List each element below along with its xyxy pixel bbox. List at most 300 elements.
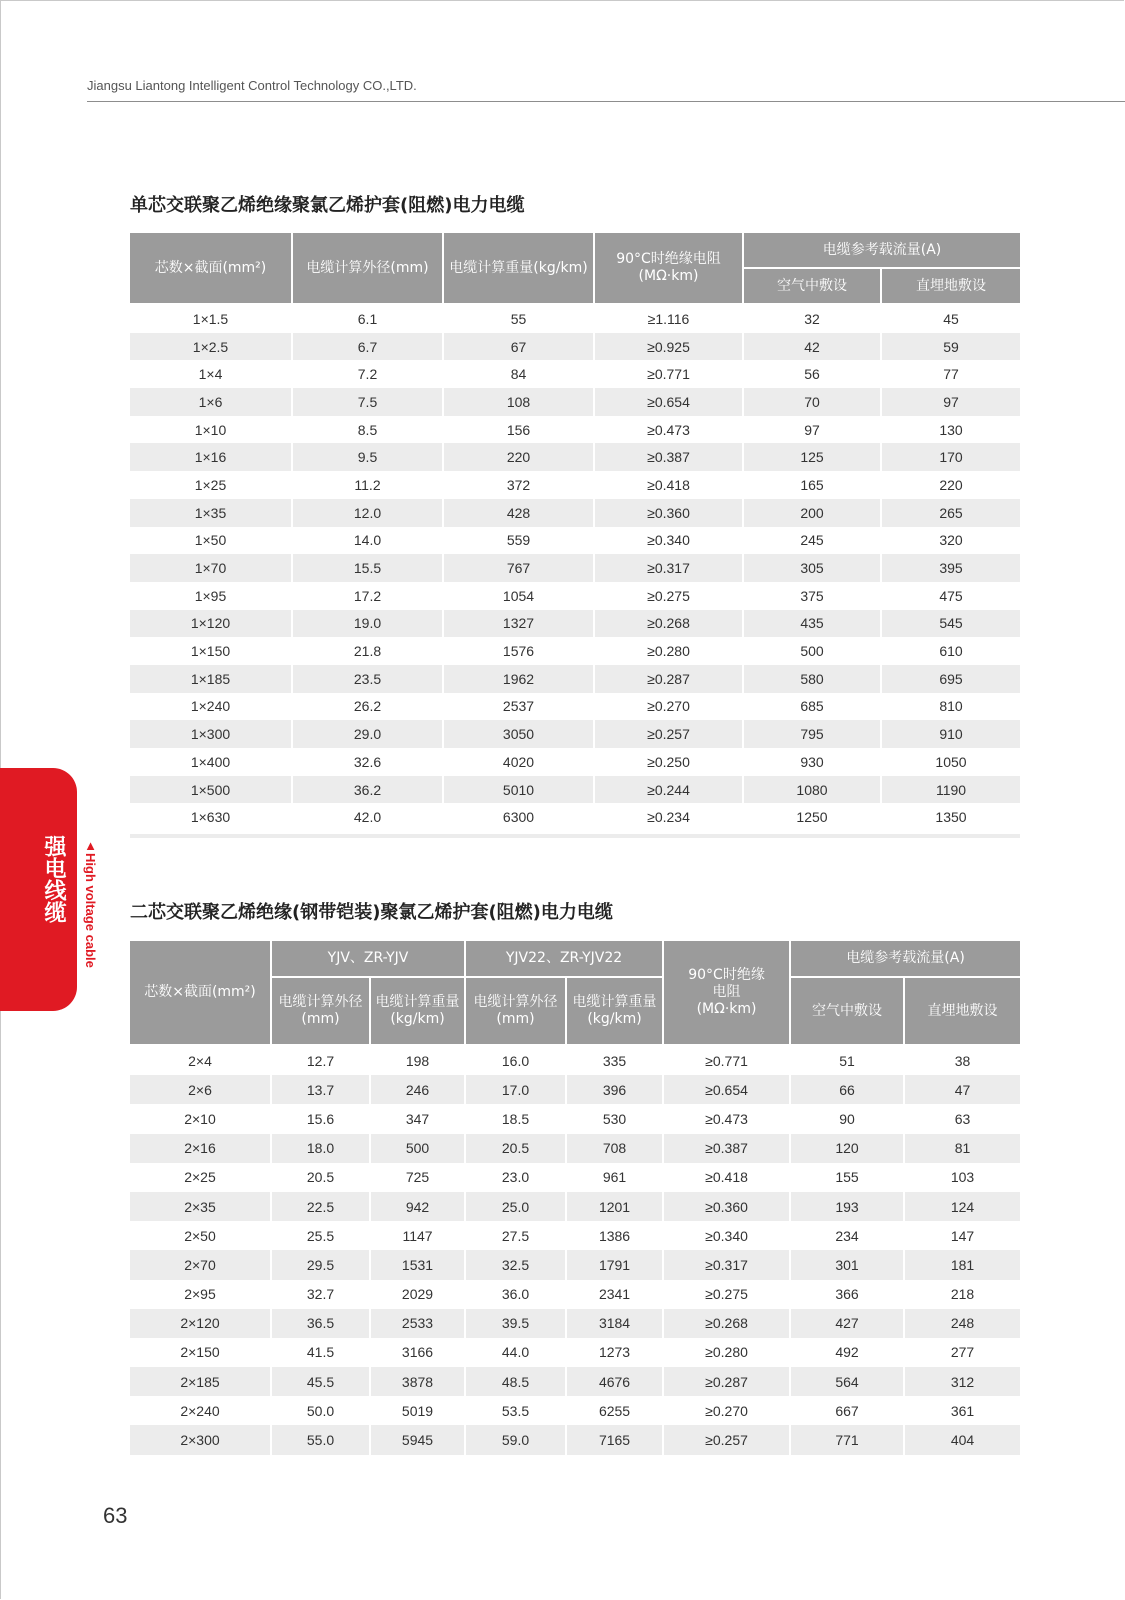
table-cell: 220 xyxy=(444,443,595,471)
table-cell: 1×185 xyxy=(130,665,293,693)
table-cell: 1×70 xyxy=(130,554,293,582)
table-cell: ≥0.654 xyxy=(595,388,744,416)
table-row xyxy=(130,1425,1020,1454)
table-row xyxy=(130,1075,1020,1104)
table-cell: 42.0 xyxy=(293,803,444,831)
table-row xyxy=(130,1134,1020,1163)
table-cell: ≥0.360 xyxy=(664,1192,791,1221)
table-cell: 347 xyxy=(371,1104,466,1133)
header-yjv-diameter xyxy=(272,978,371,1046)
header-in-air: 空气中敷设 xyxy=(744,269,882,305)
table-cell: 2×95 xyxy=(130,1280,272,1309)
table-cell: 23.0 xyxy=(466,1163,567,1192)
table-row xyxy=(130,693,1020,721)
table-row xyxy=(130,305,1020,333)
table-cell: 97 xyxy=(882,388,1020,416)
table-cell: ≥0.340 xyxy=(664,1221,791,1250)
table-cell: 59 xyxy=(882,333,1020,361)
table-cell: ≥0.268 xyxy=(664,1309,791,1338)
table-row xyxy=(130,499,1020,527)
table-cell: 2029 xyxy=(371,1280,466,1309)
table-cell: 1×16 xyxy=(130,443,293,471)
header-core-section: 芯数×截面(mm²) xyxy=(130,233,293,305)
table-cell: ≥0.234 xyxy=(595,803,744,831)
table-cell: 193 xyxy=(791,1192,905,1221)
table-cell: 246 xyxy=(371,1075,466,1104)
table-cell: 4676 xyxy=(567,1367,664,1396)
table-cell: 1080 xyxy=(744,776,882,804)
table-cell: 1×300 xyxy=(130,720,293,748)
table-cell: 305 xyxy=(744,554,882,582)
table-cell: 248 xyxy=(905,1309,1020,1338)
table-cell: 155 xyxy=(791,1163,905,1192)
table-cell: ≥0.418 xyxy=(664,1163,791,1192)
table-cell: 7.5 xyxy=(293,388,444,416)
table-row xyxy=(130,527,1020,555)
table-cell: 25.0 xyxy=(466,1192,567,1221)
header-weight: 电缆计算重量(kg/km) xyxy=(444,233,595,305)
table-cell: 198 xyxy=(371,1046,466,1075)
table-cell: 2341 xyxy=(567,1280,664,1309)
table-cell: 11.2 xyxy=(293,471,444,499)
table-cell: ≥0.473 xyxy=(595,416,744,444)
table-cell: 170 xyxy=(882,443,1020,471)
table-cell: 771 xyxy=(791,1425,905,1454)
table-cell: 90 xyxy=(791,1104,905,1133)
table-cell: 930 xyxy=(744,748,882,776)
table-cell: 265 xyxy=(882,499,1020,527)
table-cell: 200 xyxy=(744,499,882,527)
table-row xyxy=(130,388,1020,416)
table-row xyxy=(130,776,1020,804)
table-cell: ≥0.317 xyxy=(595,554,744,582)
table-row xyxy=(130,1221,1020,1250)
table-cell: ≥0.340 xyxy=(595,527,744,555)
table-row xyxy=(130,1250,1020,1279)
diameter-label: 电缆计算外径 xyxy=(278,994,363,1010)
table-cell: ≥0.418 xyxy=(595,471,744,499)
table-cell: 220 xyxy=(882,471,1020,499)
table-cell: 475 xyxy=(882,582,1020,610)
table-cell: 39.5 xyxy=(466,1309,567,1338)
header-in-air: 空气中敷设 xyxy=(791,978,905,1046)
table-cell: 53.5 xyxy=(466,1396,567,1425)
table-cell: 492 xyxy=(791,1338,905,1367)
table-cell: ≥0.287 xyxy=(664,1367,791,1396)
header-resistance-line2: (MΩ·km) xyxy=(638,268,699,284)
table-cell: 2×10 xyxy=(130,1104,272,1133)
header-buried: 直埋地敷设 xyxy=(905,978,1020,1046)
table-cell: 70 xyxy=(744,388,882,416)
table-row xyxy=(130,1396,1020,1425)
table-cell: ≥0.360 xyxy=(595,499,744,527)
table-cell: 1386 xyxy=(567,1221,664,1250)
table-row xyxy=(130,665,1020,693)
table-cell: 103 xyxy=(905,1163,1020,1192)
header-resistance-line3: (MΩ·km) xyxy=(696,1001,757,1017)
table-cell: ≥0.257 xyxy=(664,1425,791,1454)
table-cell: ≥0.473 xyxy=(664,1104,791,1133)
table-cell: ≥0.771 xyxy=(595,360,744,388)
table-cell: 435 xyxy=(744,610,882,638)
diameter-unit: (mm) xyxy=(496,1011,535,1027)
header-resistance xyxy=(664,941,791,1046)
table-cell: ≥0.268 xyxy=(595,610,744,638)
table2-body xyxy=(130,1046,1020,1455)
table-cell: 530 xyxy=(567,1104,664,1133)
table-cell: 38 xyxy=(905,1046,1020,1075)
table-row xyxy=(130,1309,1020,1338)
table-cell: 50.0 xyxy=(272,1396,371,1425)
table-cell: ≥0.280 xyxy=(595,637,744,665)
table-cell: ≥0.270 xyxy=(595,693,744,721)
table-cell: 81 xyxy=(905,1134,1020,1163)
table-row xyxy=(130,748,1020,776)
table-cell: 18.5 xyxy=(466,1104,567,1133)
table-row xyxy=(130,1192,1020,1221)
table-cell: 500 xyxy=(371,1134,466,1163)
table-cell: 1×35 xyxy=(130,499,293,527)
table-cell: 130 xyxy=(882,416,1020,444)
header-resistance xyxy=(595,233,744,305)
table-cell: 2×240 xyxy=(130,1396,272,1425)
table-cell: 36.5 xyxy=(272,1309,371,1338)
weight-unit: (kg/km) xyxy=(390,1011,445,1027)
table-cell: 45.5 xyxy=(272,1367,371,1396)
table-cell: 1×120 xyxy=(130,610,293,638)
table-cell: 559 xyxy=(444,527,595,555)
table-cell: 1531 xyxy=(371,1250,466,1279)
table-cell: 2×4 xyxy=(130,1046,272,1075)
table-cell: 320 xyxy=(882,527,1020,555)
table-cell: 165 xyxy=(744,471,882,499)
table-row xyxy=(130,360,1020,388)
table-cell: 84 xyxy=(444,360,595,388)
table-cell: 15.5 xyxy=(293,554,444,582)
table-cell: 2×6 xyxy=(130,1075,272,1104)
table-cell: 685 xyxy=(744,693,882,721)
table-row xyxy=(130,333,1020,361)
table-cell: 32.5 xyxy=(466,1250,567,1279)
table-cell: 27.5 xyxy=(466,1221,567,1250)
weight-unit: (kg/km) xyxy=(587,1011,642,1027)
table-cell: 77 xyxy=(882,360,1020,388)
table-cell: 1273 xyxy=(567,1338,664,1367)
table-cell: 301 xyxy=(791,1250,905,1279)
table-cell: 2×150 xyxy=(130,1338,272,1367)
table-cell: 21.8 xyxy=(293,637,444,665)
table-cell: 47 xyxy=(905,1075,1020,1104)
table-cell: 6.7 xyxy=(293,333,444,361)
table-cell: 404 xyxy=(905,1425,1020,1454)
table-cell: 4020 xyxy=(444,748,595,776)
table-cell: 1×400 xyxy=(130,748,293,776)
table-cell: ≥1.116 xyxy=(595,305,744,333)
table-cell: 1×2.5 xyxy=(130,333,293,361)
table-cell: 7.2 xyxy=(293,360,444,388)
table-cell: 29.5 xyxy=(272,1250,371,1279)
table-row xyxy=(130,554,1020,582)
table-cell: 6255 xyxy=(567,1396,664,1425)
table-cell: 2537 xyxy=(444,693,595,721)
table-cell: 120 xyxy=(791,1134,905,1163)
table-cell: 234 xyxy=(791,1221,905,1250)
table-cell: 32.7 xyxy=(272,1280,371,1309)
table-cell: 1054 xyxy=(444,582,595,610)
table-cell: ≥0.317 xyxy=(664,1250,791,1279)
table-cell: 181 xyxy=(905,1250,1020,1279)
table-cell: 2×70 xyxy=(130,1250,272,1279)
table-cell: 59.0 xyxy=(466,1425,567,1454)
table-cell: 1×95 xyxy=(130,582,293,610)
diameter-label: 电缆计算外径 xyxy=(473,994,558,1010)
table-cell: 55.0 xyxy=(272,1425,371,1454)
table-cell: 1×150 xyxy=(130,637,293,665)
table-cell: 18.0 xyxy=(272,1134,371,1163)
table-cell: 3878 xyxy=(371,1367,466,1396)
table-row xyxy=(130,416,1020,444)
table2-title: 二芯交联聚乙烯绝缘(钢带铠装)聚氯乙烯护套(阻燃)电力电缆 xyxy=(130,902,613,923)
table-cell: 1350 xyxy=(882,803,1020,831)
table-cell: 1×1.5 xyxy=(130,305,293,333)
table-cell: 545 xyxy=(882,610,1020,638)
table-cell: 19.0 xyxy=(293,610,444,638)
header-yjv-weight xyxy=(371,978,466,1046)
table-cell: 8.5 xyxy=(293,416,444,444)
table-cell: 1190 xyxy=(882,776,1020,804)
table-cell: 36.0 xyxy=(466,1280,567,1309)
table-cell: 6.1 xyxy=(293,305,444,333)
table-cell: 67 xyxy=(444,333,595,361)
table-cell: 5010 xyxy=(444,776,595,804)
table-cell: 1201 xyxy=(567,1192,664,1221)
table-cell: 44.0 xyxy=(466,1338,567,1367)
table-cell: ≥0.275 xyxy=(595,582,744,610)
table-cell: 42 xyxy=(744,333,882,361)
table-cell: 97 xyxy=(744,416,882,444)
table-cell: 1×4 xyxy=(130,360,293,388)
table-cell: ≥0.244 xyxy=(595,776,744,804)
table-cell: 564 xyxy=(791,1367,905,1396)
table-cell: 1791 xyxy=(567,1250,664,1279)
table-row xyxy=(130,1280,1020,1309)
table-cell: ≥0.280 xyxy=(664,1338,791,1367)
table-cell: 395 xyxy=(882,554,1020,582)
table-cell: 708 xyxy=(567,1134,664,1163)
table-cell: 2×185 xyxy=(130,1367,272,1396)
diameter-unit: (mm) xyxy=(301,1011,340,1027)
table-cell: ≥0.275 xyxy=(664,1280,791,1309)
table-cell: 51 xyxy=(791,1046,905,1075)
table-cell: 1×630 xyxy=(130,803,293,831)
table-cell: 3050 xyxy=(444,720,595,748)
table-cell: 2×120 xyxy=(130,1309,272,1338)
table-cell: 2533 xyxy=(371,1309,466,1338)
table-cell: 5019 xyxy=(371,1396,466,1425)
side-tab-label-en: ▲High voltage cable xyxy=(83,838,98,968)
table-cell: 32.6 xyxy=(293,748,444,776)
table-cell: 156 xyxy=(444,416,595,444)
table-cell: 22.5 xyxy=(272,1192,371,1221)
table-cell: 580 xyxy=(744,665,882,693)
table-cell: 23.5 xyxy=(293,665,444,693)
table-cell: 3166 xyxy=(371,1338,466,1367)
table-cell: 1050 xyxy=(882,748,1020,776)
table-cell: 56 xyxy=(744,360,882,388)
page-number: 63 xyxy=(103,1503,128,1528)
table-cell: 277 xyxy=(905,1338,1020,1367)
header-resistance-line1: 90°C时绝缘电阻 xyxy=(616,251,721,267)
table-cell: 1576 xyxy=(444,637,595,665)
table-cell: 1250 xyxy=(744,803,882,831)
header-buried: 直埋地敷设 xyxy=(882,269,1020,305)
header-divider xyxy=(87,101,1125,102)
header-group-yjv: YJV、ZR-YJV xyxy=(272,941,466,978)
table-cell: 16.0 xyxy=(466,1046,567,1075)
table-cell: ≥0.654 xyxy=(664,1075,791,1104)
table-row xyxy=(130,720,1020,748)
weight-label: 电缆计算重量 xyxy=(375,994,460,1010)
table-row xyxy=(130,582,1020,610)
table-row xyxy=(130,1163,1020,1192)
table-cell: 20.5 xyxy=(466,1134,567,1163)
table-cell: ≥0.250 xyxy=(595,748,744,776)
table-cell: 20.5 xyxy=(272,1163,371,1192)
weight-label: 电缆计算重量 xyxy=(572,994,657,1010)
table-cell: 45 xyxy=(882,305,1020,333)
header-ampacity: 电缆参考载流量(A) xyxy=(744,233,1020,269)
table-cell: 6300 xyxy=(444,803,595,831)
table-cell: 500 xyxy=(744,637,882,665)
table2-header-gap xyxy=(130,1046,1020,1051)
table-cell: 1×6 xyxy=(130,388,293,416)
table-cell: ≥0.287 xyxy=(595,665,744,693)
table-cell: 14.0 xyxy=(293,527,444,555)
single-core-cable-table xyxy=(130,233,1020,831)
table-cell: 1962 xyxy=(444,665,595,693)
table-row xyxy=(130,443,1020,471)
table-cell: 108 xyxy=(444,388,595,416)
table-cell: 396 xyxy=(567,1075,664,1104)
table-cell: 795 xyxy=(744,720,882,748)
table-cell: 55 xyxy=(444,305,595,333)
table-cell: 942 xyxy=(371,1192,466,1221)
header-diameter: 电缆计算外径(mm) xyxy=(293,233,444,305)
table-cell: 810 xyxy=(882,693,1020,721)
table-cell: 695 xyxy=(882,665,1020,693)
table1-footer-strip xyxy=(130,834,1020,838)
table-cell: 1×50 xyxy=(130,527,293,555)
table-cell: 66 xyxy=(791,1075,905,1104)
table-cell: 335 xyxy=(567,1046,664,1075)
table-cell: 2×16 xyxy=(130,1134,272,1163)
header-yjv22-diameter xyxy=(466,978,567,1046)
header-ampacity: 电缆参考载流量(A) xyxy=(791,941,1020,978)
table-cell: 147 xyxy=(905,1221,1020,1250)
table-cell: 5945 xyxy=(371,1425,466,1454)
table-cell: 7165 xyxy=(567,1425,664,1454)
table-cell: 17.2 xyxy=(293,582,444,610)
table-row xyxy=(130,637,1020,665)
table-cell: 1×500 xyxy=(130,776,293,804)
header-core-section: 芯数×截面(mm²) xyxy=(130,941,272,1046)
table1-title: 单芯交联聚乙烯绝缘聚氯乙烯护套(阻燃)电力电缆 xyxy=(130,195,525,216)
company-name: Jiangsu Liantong Intelligent Control Technology CO.,LTD. xyxy=(87,78,417,93)
table-cell: 2×50 xyxy=(130,1221,272,1250)
table-cell: 12.0 xyxy=(293,499,444,527)
table-cell: ≥0.387 xyxy=(664,1134,791,1163)
table-cell: 428 xyxy=(444,499,595,527)
table-cell: 366 xyxy=(791,1280,905,1309)
table-cell: 12.7 xyxy=(272,1046,371,1075)
table-cell: 725 xyxy=(371,1163,466,1192)
table-cell: 1×25 xyxy=(130,471,293,499)
table-row xyxy=(130,1104,1020,1133)
table-row xyxy=(130,471,1020,499)
table-cell: 245 xyxy=(744,527,882,555)
table-row xyxy=(130,803,1020,831)
table-cell: 36.2 xyxy=(293,776,444,804)
table-cell: 48.5 xyxy=(466,1367,567,1396)
table-cell: 3184 xyxy=(567,1309,664,1338)
table-row xyxy=(130,1367,1020,1396)
table-cell: 26.2 xyxy=(293,693,444,721)
table-cell: 372 xyxy=(444,471,595,499)
table-cell: ≥0.771 xyxy=(664,1046,791,1075)
table-cell: ≥0.257 xyxy=(595,720,744,748)
table-cell: 15.6 xyxy=(272,1104,371,1133)
table-cell: 610 xyxy=(882,637,1020,665)
header-resistance-line1: 90°C时绝缘 xyxy=(688,967,765,983)
table-cell: 218 xyxy=(905,1280,1020,1309)
table-cell: 25.5 xyxy=(272,1221,371,1250)
table-cell: 29.0 xyxy=(293,720,444,748)
table-cell: ≥0.270 xyxy=(664,1396,791,1425)
header-group-yjv22: YJV22、ZR-YJV22 xyxy=(466,941,664,978)
table-cell: 375 xyxy=(744,582,882,610)
table1-body xyxy=(130,305,1020,831)
table-cell: 63 xyxy=(905,1104,1020,1133)
table-cell: 124 xyxy=(905,1192,1020,1221)
table-cell: 17.0 xyxy=(466,1075,567,1104)
table-cell: 125 xyxy=(744,443,882,471)
table-cell: 1×10 xyxy=(130,416,293,444)
table-cell: ≥0.387 xyxy=(595,443,744,471)
table-cell: 2×25 xyxy=(130,1163,272,1192)
table-cell: 13.7 xyxy=(272,1075,371,1104)
table-row xyxy=(130,1338,1020,1367)
table-cell: 427 xyxy=(791,1309,905,1338)
header-yjv22-weight xyxy=(567,978,664,1046)
table-cell: 32 xyxy=(744,305,882,333)
table-cell: 910 xyxy=(882,720,1020,748)
table-cell: 2×300 xyxy=(130,1425,272,1454)
table-cell: 1×240 xyxy=(130,693,293,721)
table-cell: ≥0.925 xyxy=(595,333,744,361)
table-cell: 667 xyxy=(791,1396,905,1425)
table-cell: 1327 xyxy=(444,610,595,638)
table-cell: 361 xyxy=(905,1396,1020,1425)
table-row xyxy=(130,610,1020,638)
table-cell: 767 xyxy=(444,554,595,582)
table-cell: 9.5 xyxy=(293,443,444,471)
table-cell: 312 xyxy=(905,1367,1020,1396)
table-cell: 961 xyxy=(567,1163,664,1192)
two-core-cable-table xyxy=(130,941,1020,1455)
table-cell: 41.5 xyxy=(272,1338,371,1367)
side-tab-label-cn: 强电线缆 xyxy=(41,835,66,923)
header-resistance-line2: 电阻 xyxy=(712,984,741,1000)
